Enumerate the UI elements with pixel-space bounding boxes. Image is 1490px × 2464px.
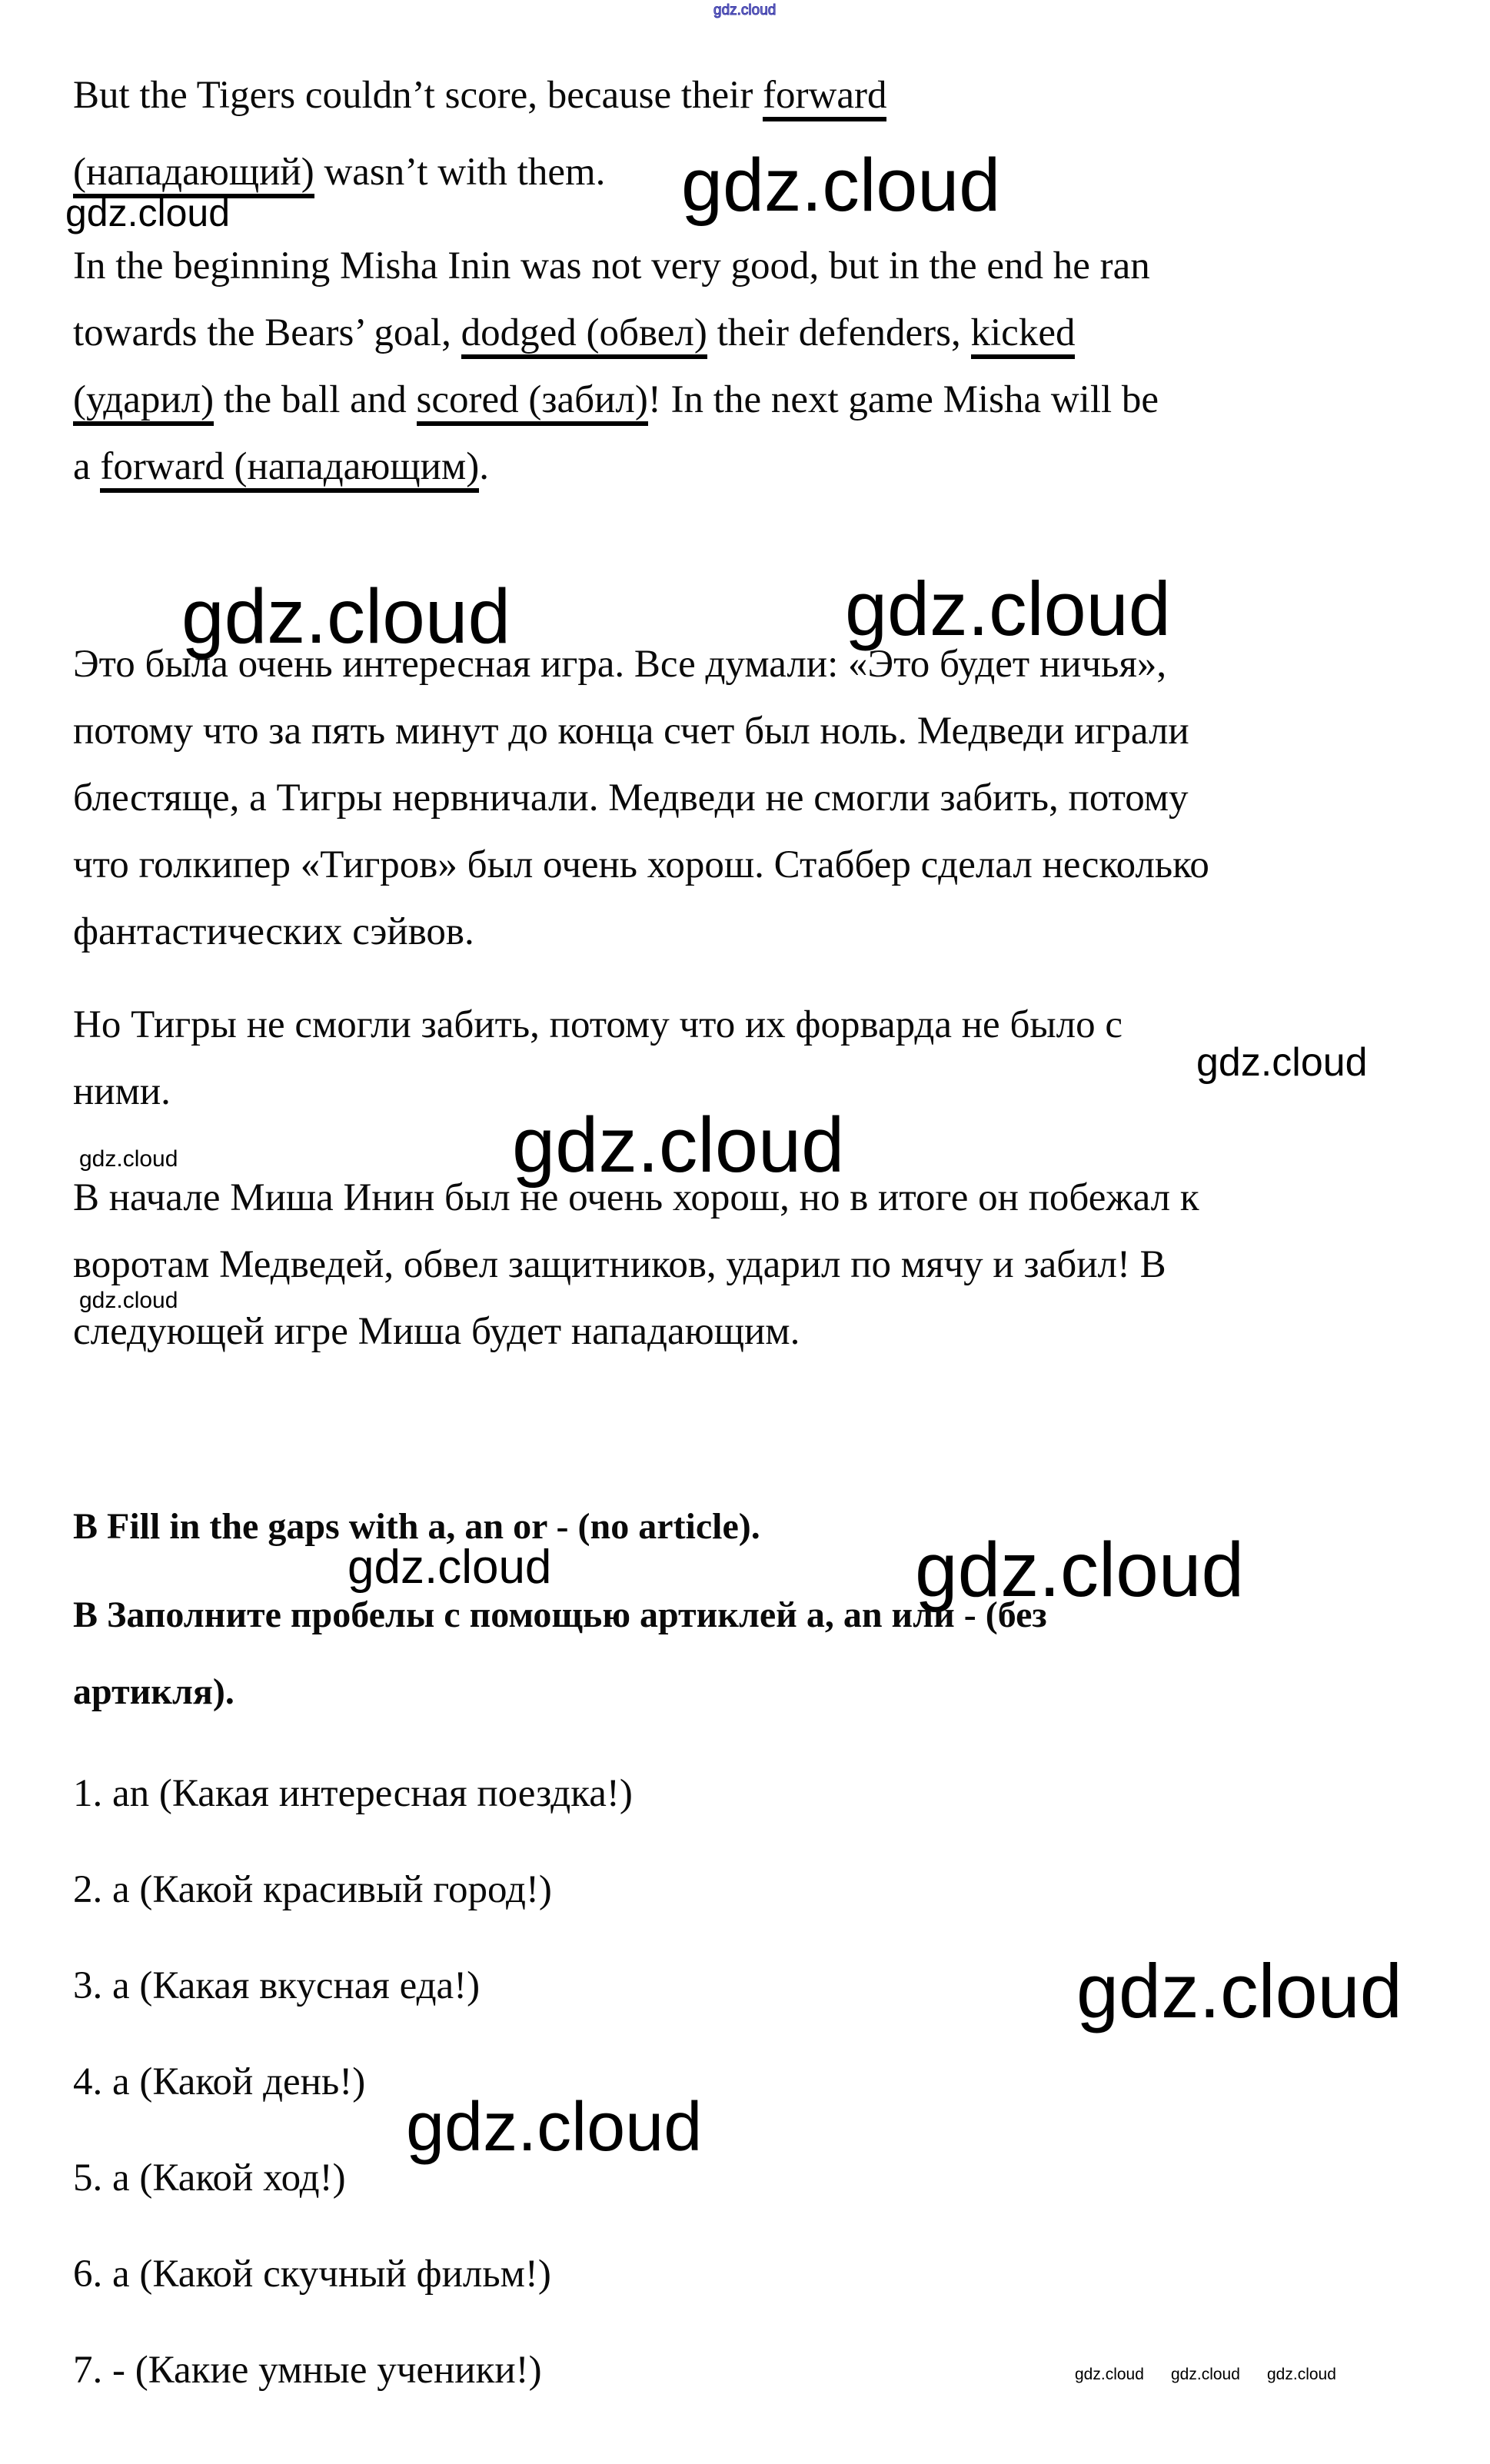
text-line <box>73 1299 1442 1365</box>
text-segment: wasn’t with them. <box>314 151 606 194</box>
text-line <box>73 2034 1442 2130</box>
paragraph-english-misha <box>73 233 1442 500</box>
text-segment: 6. a (Какой скучный фильм!) <box>73 2253 551 2296</box>
text-segment: что голкипер «Тигров» был очень хорош. Стаббер сделал несколько <box>73 843 1209 886</box>
paragraph-russian-misha <box>73 1165 1442 1365</box>
text-segment: 2. a (Какой красивый город!) <box>73 1868 552 1911</box>
text-line <box>73 1746 1442 1842</box>
text-line <box>73 765 1442 832</box>
watermark-gdz-cloud: gdz.cloud <box>1076 1948 1402 2033</box>
underlined-answer-text: (нападающий) <box>73 151 314 198</box>
text-line <box>73 1654 1442 1731</box>
watermark-gdz-cloud: gdz.cloud <box>406 2089 703 2166</box>
text-segment: towards the Bears’ goal, <box>73 311 461 354</box>
text-segment: . <box>479 445 489 488</box>
watermark-gdz-cloud: gdz.cloud <box>65 191 231 234</box>
watermark-gdz-cloud: gdz.cloud <box>1171 2366 1240 2383</box>
watermark-gdz-cloud: gdz.cloud <box>1196 1040 1368 1085</box>
text-segment: Но Тигры не смогли забить, потому что их форварда не было с <box>73 1003 1122 1046</box>
text-segment: the ball and <box>214 378 417 421</box>
text-line <box>73 233 1442 300</box>
underlined-answer-text: forward (нападающим) <box>100 445 479 493</box>
text-segment: a <box>73 445 101 488</box>
text-segment: 7. - (Какие умные ученики!) <box>73 2349 542 2392</box>
watermark-gdz-cloud: gdz.cloud <box>713 2 777 18</box>
text-segment: 1. an (Какая интересная поездка!) <box>73 1772 633 1815</box>
text-line <box>73 367 1442 434</box>
text-segment: ! In the next game Misha will be <box>647 378 1159 421</box>
text-segment: 4. a (Какой день!) <box>73 2060 366 2103</box>
answers-list <box>73 1746 1442 2419</box>
text-line <box>73 992 1442 1059</box>
text-segment: воротам Медведей, обвел защитников, ударил по мячу и забил! В <box>73 1243 1166 1286</box>
underlined-answer-text: forward <box>763 74 886 121</box>
text-line <box>73 1059 1442 1126</box>
text-line <box>73 434 1442 500</box>
text-segment: their defenders, <box>707 311 971 354</box>
exercise-heading-english: B Fill in the gaps with a, an or - (no article). <box>73 1506 760 1547</box>
watermark-gdz-cloud: gdz.cloud <box>348 1541 552 1594</box>
text-line <box>73 134 1442 211</box>
watermark-gdz-cloud: gdz.cloud <box>181 574 511 660</box>
text-segment: следующей игре Миша будет нападающим. <box>73 1310 800 1353</box>
paragraph-russian-game <box>73 631 1442 966</box>
underlined-answer-text: kicked <box>971 311 1076 359</box>
text-line <box>73 1165 1442 1232</box>
text-segment: потому что за пять минут до конца счет был ноль. Медведи играли <box>73 710 1189 753</box>
watermark-gdz-cloud: gdz.cloud <box>681 143 1001 227</box>
text-segment: блестяще, а Тигры нервничали. Медведи не смогли забить, потому <box>73 776 1189 820</box>
watermark-gdz-cloud: gdz.cloud <box>915 1527 1245 1613</box>
text-line <box>73 2323 1442 2419</box>
watermark-gdz-cloud: gdz.cloud <box>79 1146 178 1172</box>
exercise-heading-russian <box>73 1577 1442 1731</box>
text-line <box>73 899 1442 966</box>
text-line <box>73 1938 1442 2034</box>
paragraph-russian-tigers <box>73 992 1442 1126</box>
text-segment: But the Tigers couldn’t score, because their <box>73 74 763 117</box>
text-segment: 5. a (Какой ход!) <box>73 2156 346 2200</box>
watermark-gdz-cloud: gdz.cloud <box>1075 2366 1144 2383</box>
text-segment: В Заполните пробелы с помощью артиклей a, an или - (без <box>73 1594 1047 1635</box>
text-line <box>73 57 1442 134</box>
text-line <box>73 698 1442 765</box>
underlined-answer-text: scored (забил) <box>417 378 648 426</box>
text-line <box>73 631 1442 698</box>
text-segment: артикля). <box>73 1671 234 1712</box>
text-segment: In the beginning Misha Inin was not very good, but in the end he ran <box>73 244 1150 288</box>
text-segment: фантастических сэйвов. <box>73 910 474 953</box>
watermark-gdz-cloud: gdz.cloud <box>845 566 1171 651</box>
text-line <box>73 832 1442 899</box>
text-segment: 3. a (Какая вкусная еда!) <box>73 1964 481 2007</box>
text-segment: В начале Миша Инин был не очень хорош, но в итоге он побежал к <box>73 1176 1199 1219</box>
paragraph-english-tigers <box>73 57 1442 211</box>
text-line <box>73 2130 1442 2226</box>
text-segment: Это была очень интересная игра. Все думали: «Это будет ничья», <box>73 643 1167 686</box>
underlined-answer-text: dodged (обвел) <box>461 311 707 359</box>
text-line <box>73 300 1442 367</box>
underlined-answer-text: (ударил) <box>73 378 214 426</box>
text-line <box>73 1842 1442 1938</box>
watermark-gdz-cloud: gdz.cloud <box>512 1102 845 1189</box>
text-line <box>73 1577 1442 1654</box>
text-line <box>73 1232 1442 1299</box>
watermark-gdz-cloud: gdz.cloud <box>79 1288 178 1313</box>
text-segment: ними. <box>73 1070 171 1113</box>
watermark-gdz-cloud: gdz.cloud <box>1267 2366 1336 2383</box>
text-line <box>73 2226 1442 2323</box>
